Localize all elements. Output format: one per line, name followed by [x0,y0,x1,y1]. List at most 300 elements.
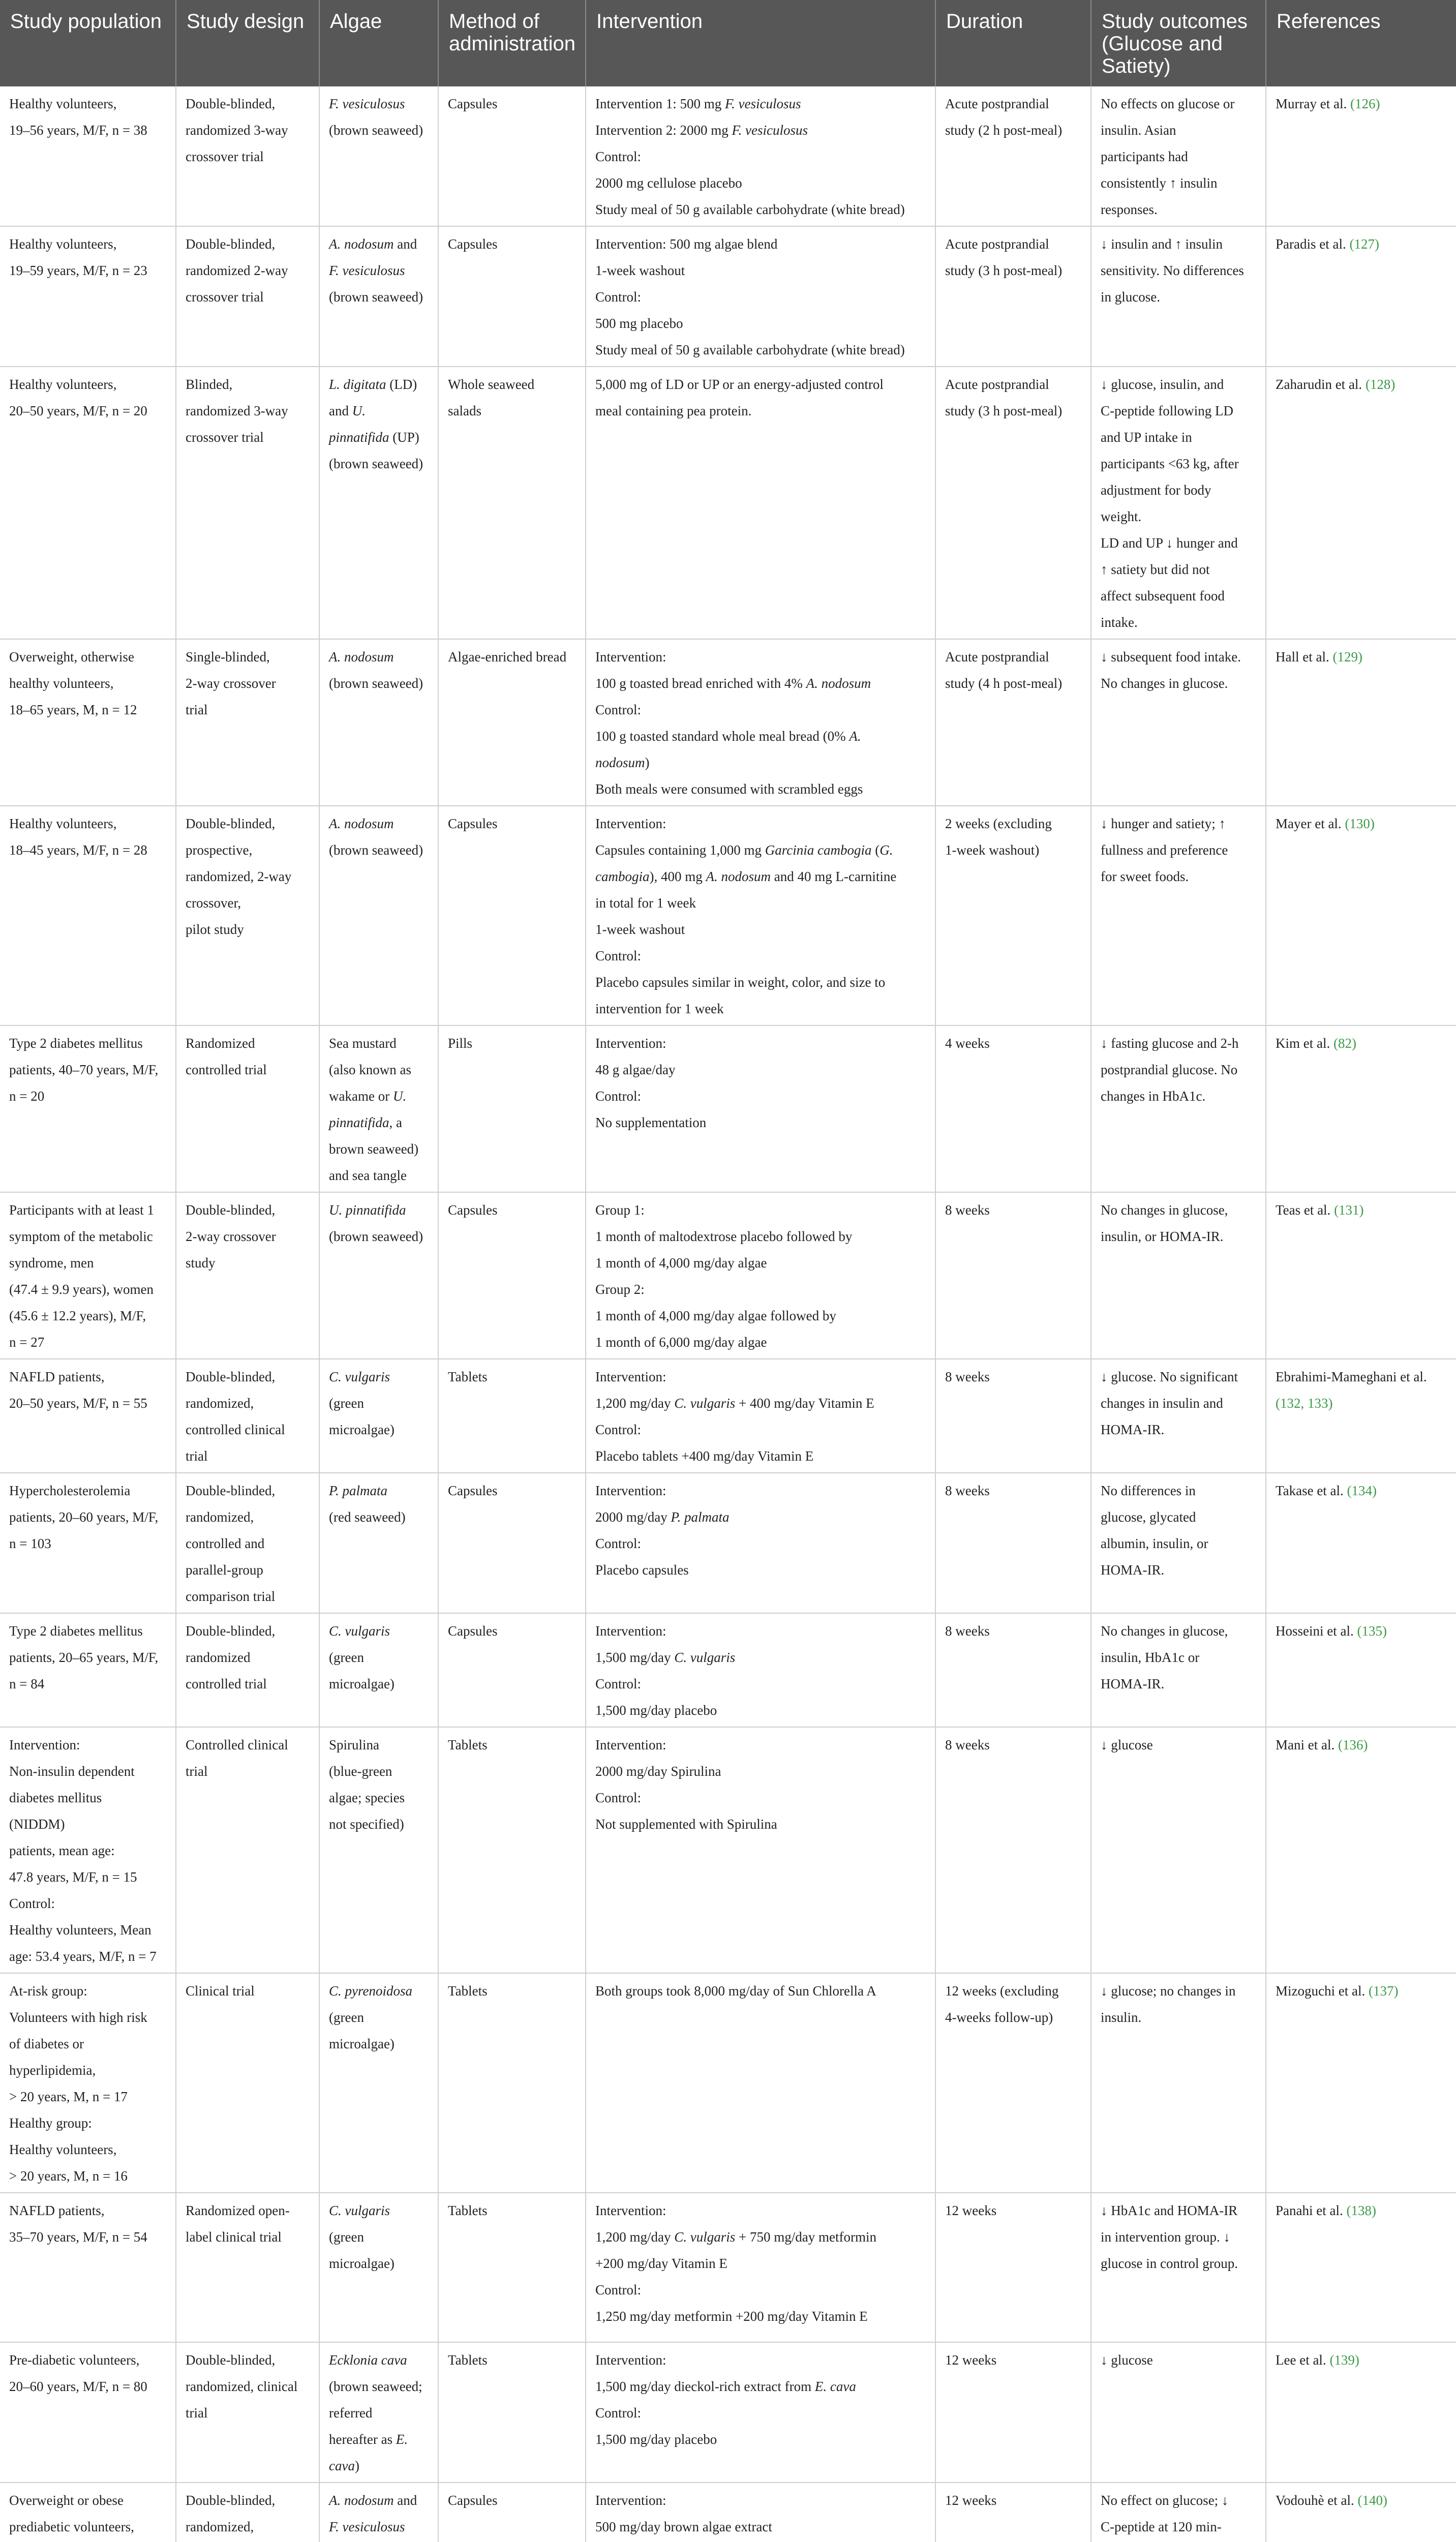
reference-link[interactable]: (130) [1345,816,1375,831]
cell-line: 4 weeks [945,1036,990,1051]
header-study-population: Study population [0,0,176,86]
cell-line: Double-blinded, [186,1623,276,1639]
cell-line: albumin, insulin, or [1101,1536,1208,1551]
cell-line: Double-blinded, [186,1202,276,1218]
cell-line: Acute postprandial [945,377,1049,392]
cell-design [176,86,319,226]
cell-line: 1 month of 6,000 mg/day algae [595,1335,767,1350]
reference-author: Paradis et al. [1276,236,1350,252]
reference-author: Vodouhè et al. [1276,2493,1358,2508]
cell-duration [935,86,1091,226]
cell-line: insulin. Asian [1101,123,1176,138]
cell-line: Double-blinded, [186,816,276,831]
header-duration: Duration [935,0,1091,86]
cell-line: hyperlipidemia, [9,2063,96,2078]
cell-outcomes [1091,226,1266,367]
reference-link[interactable]: (131) [1334,1202,1364,1218]
reference-author: Lee et al. [1276,2352,1330,2368]
cell-line: and U. [329,403,366,418]
cell-line: not specified) [329,1817,404,1832]
cell-line: 12 weeks [945,2203,997,2218]
cell-line [186,2540,310,2542]
cell-outcomes [1091,2193,1266,2342]
table-row [0,2483,1456,2542]
cell-design [176,1025,319,1192]
cell-population [0,226,176,367]
cell-line: microalgae) [329,2256,395,2271]
cell-intervention [586,1473,935,1613]
table-row [0,86,1456,226]
cell-line: Placebo capsules similar in weight, color, and size to [595,975,886,990]
cell-reference [1266,2483,1456,2542]
cell-line: Tablets [448,1737,488,1752]
table-row [0,367,1456,639]
cell-line: +200 mg/day Vitamin E [595,2256,727,2271]
cell-method [438,367,586,639]
cell-line: ↓ glucose [1101,2352,1153,2368]
cell-line: Tablets [448,2203,488,2218]
cell-line: Double-blinded, [186,2352,276,2368]
cell-duration [935,1359,1091,1473]
cell-line: 2-way crossover [186,676,276,691]
cell-outcomes [1091,1192,1266,1359]
table-row [0,1025,1456,1192]
table-body [0,86,1456,2542]
cell-line: Capsules [448,96,498,111]
cell-line: 8 weeks [945,1369,990,1384]
cell-line: Group 1: [595,1202,645,1218]
cell-line: 1 month of 4,000 mg/day algae followed by [595,1308,836,1323]
cell-line: pinnatifida (UP) [329,430,419,445]
cell-line: Study meal of 50 g available carbohydrate (white bread) [595,202,905,217]
cell-line: sensitivity. No differences [1101,263,1244,278]
cell-line: 48 g algae/day [595,1062,676,1077]
cell-population [0,1727,176,1973]
cell-duration [935,806,1091,1025]
reference-author: Mizoguchi et al. [1276,1983,1369,1999]
reference-author: Teas et al. [1276,1202,1334,1218]
cell-line: patients, 40–70 years, M/F, [9,1062,159,1077]
cell-reference [1266,806,1456,1025]
cell-line: 19–59 years, M/F, n = 23 [9,263,147,278]
cell-line: No supplementation [595,1115,707,1130]
reference-link[interactable]: (128) [1365,377,1396,392]
cell-reference [1266,639,1456,806]
cell-outcomes [1091,806,1266,1025]
cell-line: Healthy group: [9,2115,92,2131]
cell-line: and UP intake in [1101,430,1192,445]
cell-line: fullness and preference [1101,842,1228,858]
cell-outcomes [1091,367,1266,639]
cell-line: randomized, [186,2519,254,2534]
table-row [0,226,1456,367]
cell-line: diabetes mellitus [9,1790,102,1805]
header-references: References [1266,0,1456,86]
cell-line: healthy volunteers, [9,676,114,691]
cell-line: patients, 20–60 years, M/F, [9,1509,159,1525]
cell-population [0,2342,176,2483]
cell-line: 1,500 mg/day placebo [595,2432,717,2447]
cell-line: changes in HbA1c. [1101,1088,1206,1104]
reference-link[interactable]: (127) [1349,236,1379,252]
cell-line: 2 weeks (excluding [945,816,1052,831]
table-row [0,1192,1456,1359]
reference-author: Mani et al. [1276,1737,1338,1752]
cell-line: Control: [595,948,642,963]
cell-line: Intervention: 500 mg algae blend [595,236,778,252]
cell-reference [1266,2342,1456,2483]
reference-link[interactable]: (140) [1357,2493,1387,2508]
cell-line: intake. [1101,615,1138,630]
cell-line: Healthy volunteers, [9,96,117,111]
cell-line: Healthy volunteers, [9,816,117,831]
cell-outcomes [1091,1473,1266,1613]
cell-line: (NIDDM) [9,1817,65,1832]
cell-line: nodosum) [595,755,650,770]
cell-algae [319,2483,438,2542]
cell-intervention [586,86,935,226]
reference-author: Kim et al. [1276,1036,1333,1051]
cell-line: (green [329,1396,364,1411]
cell-line: C-peptide at 120 min- [1101,2519,1222,2534]
cell-population [0,806,176,1025]
cell-line: referred [329,2405,373,2420]
cell-outcomes [1091,2483,1266,2542]
header-method: Method of administration [438,0,586,86]
cell-reference [1266,86,1456,226]
cell-reference [1266,1025,1456,1192]
cell-line: (brown seaweed) [329,123,423,138]
header-intervention: Intervention [586,0,935,86]
cell-population [0,2483,176,2542]
cell-line: C. pyrenoidosa [329,1983,412,1999]
reference-link[interactable]: (137) [1368,1983,1399,1999]
cell-line: in intervention group. ↓ [1101,2229,1230,2245]
cell-line: 8 weeks [945,1623,990,1639]
cell-intervention [586,226,935,367]
cell-line: Control: [595,1536,642,1551]
cell-method [438,1973,586,2193]
cell-intervention [586,367,935,639]
cell-line: Intervention: [595,2203,666,2218]
cell-outcomes [1091,1613,1266,1727]
cell-line: pinnatifida, a [329,1115,402,1130]
cell-line: n = 103 [9,1536,51,1551]
reference-link[interactable]: (132, 133) [1276,1396,1333,1411]
cell-design [176,226,319,367]
cell-line: NAFLD patients, [9,2203,105,2218]
cell-duration [935,639,1091,806]
cell-line: ↓ glucose [1101,1737,1153,1752]
reference-author: Hosseini et al. [1276,1623,1357,1639]
cell-method [438,639,586,806]
cell-line: glucose in control group. [1101,2256,1238,2271]
cell-line: A. nodosum [329,649,394,664]
cell-line: Pills [448,1036,473,1051]
cell-duration [935,367,1091,639]
cell-line [329,2540,429,2542]
cell-line: Control: [595,1422,642,1437]
cell-reference [1266,1613,1456,1727]
cell-line: Intervention: [595,816,666,831]
cell-algae [319,86,438,226]
cell-line: intervention for 1 week [595,1001,724,1016]
cell-line: ↓ subsequent food intake. [1101,649,1241,664]
reference-link[interactable]: (82) [1333,1036,1356,1051]
cell-line: insulin, HbA1c or [1101,1650,1200,1665]
cell-duration [935,1973,1091,2193]
cell-line: comparison trial [186,1589,276,1604]
cell-design [176,1613,319,1727]
cell-line: 20–50 years, M/F, n = 20 [9,403,147,418]
cell-line: L. digitata (LD) [329,377,417,392]
reference-link[interactable]: (138) [1346,2203,1376,2218]
cell-line: 20–60 years, M/F, n = 80 [9,2379,147,2394]
cell-intervention [586,1973,935,2193]
cell-line: 2000 mg cellulose placebo [595,175,742,191]
cell-line: Placebo tablets +400 mg/day Vitamin E [595,1448,814,1464]
cell-line: Capsules [448,1483,498,1498]
cell-line: (47.4 ± 9.9 years), women [9,1282,154,1297]
cell-line: HOMA-IR. [1101,1676,1165,1691]
cell-intervention [586,2483,935,2542]
reference-author: Ebrahimi-Mameghani et al. [1276,1369,1427,1384]
cell-line: randomized, [186,1396,254,1411]
cell-line: Ecklonia cava [329,2352,407,2368]
cell-line: ↑ satiety but did not [1101,562,1210,577]
cell-line: Control: [595,289,642,305]
cell-line: No effects on glucose or [1101,96,1235,111]
cell-line: study (2 h post-meal) [945,123,1063,138]
cell-line: Non-insulin dependent [9,1764,135,1779]
cell-method [438,1727,586,1973]
cell-outcomes [1091,2342,1266,2483]
cell-line: > 20 years, M, n = 16 [9,2168,128,2184]
cell-line: Pre-diabetic volunteers, [9,2352,140,2368]
cell-line: Single-blinded, [186,649,270,664]
cell-line: trial [186,702,208,717]
cell-line: 1,200 mg/day C. vulgaris + 750 mg/day metformin [595,2229,876,2245]
reference-link[interactable]: (126) [1350,96,1380,111]
cell-line: 1 month of 4,000 mg/day algae [595,1255,767,1270]
cell-line: patients, 20–65 years, M/F, [9,1650,159,1665]
cell-line: Group 2: [595,1282,645,1297]
cell-line: Capsules [448,236,498,252]
cell-line: Intervention: [595,1737,666,1752]
cell-duration [935,1473,1091,1613]
cell-algae [319,639,438,806]
cell-line: Whole seaweed [448,377,535,392]
cell-line: (brown seaweed) [329,842,423,858]
cell-design [176,2342,319,2483]
cell-line: Double-blinded, [186,2493,276,2508]
cell-intervention [586,1025,935,1192]
cell-method [438,226,586,367]
cell-line: n = 20 [9,1088,45,1104]
cell-line: Not supplemented with Spirulina [595,1817,777,1832]
cell-line: Healthy volunteers, Mean [9,1922,151,1938]
cell-line: F. vesiculosus [329,96,405,111]
cell-line: No effect on glucose; ↓ [1101,2493,1229,2508]
cell-line: Clinical trial [186,1983,255,1999]
reference-link[interactable]: (139) [1329,2352,1359,2368]
cell-line: Volunteers with high risk [9,2010,147,2025]
cell-line: crossover trial [186,149,264,164]
cell-line: No changes in glucose, [1101,1623,1228,1639]
cell-line: Controlled clinical [186,1737,288,1752]
cell-line: study [186,1255,216,1270]
cell-line: Double-blinded, [186,236,276,252]
cell-line: Control: [595,702,642,717]
cell-line: 1,250 mg/day metformin +200 mg/day Vitamin E [595,2309,868,2324]
cell-line: cambogia), 400 mg A. nodosum and 40 mg L-carnitine [595,869,897,884]
cell-method [438,1613,586,1727]
cell-line: randomized, [186,1509,254,1525]
cell-line: ↓ hunger and satiety; ↑ [1101,816,1226,831]
cell-intervention [586,806,935,1025]
cell-line: Both meals were consumed with scrambled eggs [595,781,863,797]
cell-line: C. vulgaris [329,1623,390,1639]
cell-line: HOMA-IR. [1101,1562,1165,1578]
cell-line: (brown seaweed) [329,676,423,691]
cell-line [9,2540,166,2542]
cell-line: cava) [329,2458,359,2473]
cell-algae [319,2193,438,2342]
cell-line: 5,000 mg of LD or UP or an energy-adjusted control [595,377,884,392]
cell-method [438,2193,586,2342]
cell-line: Randomized open- [186,2203,290,2218]
cell-outcomes [1091,1727,1266,1973]
cell-line: Intervention 1: 500 mg F. vesiculosus [595,96,801,111]
cell-line: Randomized [186,1036,255,1051]
cell-line: 2000 mg/day P. palmata [595,1509,730,1525]
cell-outcomes [1091,86,1266,226]
cell-method [438,2342,586,2483]
table-header-row [0,0,1456,86]
cell-line: 12 weeks (excluding [945,1983,1059,1999]
cell-line: Healthy volunteers, [9,2142,117,2157]
header-study-design: Study design [176,0,319,86]
cell-line: 1,500 mg/day dieckol-rich extract from E. cava [595,2379,856,2394]
cell-line: controlled trial [186,1676,267,1691]
cell-line: Sea mustard [329,1036,397,1051]
cell-line: Capsules [448,1623,498,1639]
cell-intervention [586,1727,935,1973]
cell-design [176,1727,319,1973]
cell-line: Type 2 diabetes mellitus [9,1623,143,1639]
cell-population [0,1025,176,1192]
cell-duration [935,2483,1091,2542]
cell-line: algae; species [329,1790,405,1805]
cell-line: ↓ glucose; no changes in [1101,1983,1236,1999]
cell-line: trial [186,2405,208,2420]
cell-line: adjustment for body [1101,482,1211,498]
cell-line: (brown seaweed; [329,2379,422,2394]
cell-duration [935,2342,1091,2483]
cell-line: pilot study [186,922,244,937]
cell-line: trial [186,1764,208,1779]
cell-line: glucose, glycated [1101,1509,1196,1525]
cell-line: 1,200 mg/day C. vulgaris + 400 mg/day Vitamin E [595,1396,874,1411]
cell-line: Acute postprandial [945,649,1049,664]
cell-line: (brown seaweed) [329,456,423,471]
cell-duration [935,1613,1091,1727]
cell-line: C. vulgaris [329,1369,390,1384]
reference-link[interactable]: (129) [1332,649,1362,664]
cell-intervention [586,1192,935,1359]
cell-line: ↓ fasting glucose and 2-h [1101,1036,1239,1051]
cell-method [438,1473,586,1613]
reference-author: Zaharudin et al. [1276,377,1366,392]
reference-link[interactable]: (135) [1357,1623,1387,1639]
cell-design [176,367,319,639]
cell-line: No changes in glucose. [1101,676,1228,691]
cell-design [176,806,319,1025]
cell-line: (brown seaweed) [329,1229,423,1244]
cell-line: Tablets [448,2352,488,2368]
cell-reference [1266,226,1456,367]
cell-line: Healthy volunteers, [9,377,117,392]
cell-line: brown seaweed) [329,1141,419,1157]
cell-line: 12 weeks [945,2493,997,2508]
cell-line: Double-blinded, [186,1483,276,1498]
cell-line: for sweet foods. [1101,869,1189,884]
cell-design [176,1473,319,1613]
cell-line: (also known as [329,1062,411,1077]
cell-line: U. pinnatifida [329,1202,406,1218]
cell-line: Intervention: [595,2493,666,2508]
cell-method [438,1359,586,1473]
cell-duration [935,1192,1091,1359]
cell-method [438,1192,586,1359]
cell-line: NAFLD patients, [9,1369,105,1384]
cell-population [0,1192,176,1359]
cell-line: Tablets [448,1369,488,1384]
cell-line: prediabetic volunteers, [9,2519,134,2534]
cell-line: 2000 mg/day Spirulina [595,1764,721,1779]
cell-line: study (4 h post-meal) [945,676,1063,691]
cell-design [176,1192,319,1359]
cell-method [438,86,586,226]
cell-line: A. nodosum [329,816,394,831]
cell-line: microalgae) [329,1676,395,1691]
cell-intervention [586,2193,935,2342]
cell-algae [319,1473,438,1613]
table-row [0,1613,1456,1727]
cell-line: (45.6 ± 12.2 years), M/F, [9,1308,146,1323]
cell-line: Overweight, otherwise [9,649,134,664]
cell-line: Capsules [448,1202,498,1218]
cell-outcomes [1091,1973,1266,2193]
cell-design [176,2193,319,2342]
cell-reference [1266,1473,1456,1613]
cell-line: Double-blinded, [186,96,276,111]
reference-link[interactable]: (136) [1338,1737,1368,1752]
cell-outcomes [1091,1025,1266,1192]
cell-line: randomized 3-way [186,123,288,138]
reference-link[interactable]: (134) [1347,1483,1377,1498]
cell-algae [319,1973,438,2193]
cell-line: Intervention 2: 2000 mg F. vesiculosus [595,123,808,138]
cell-line: in total for 1 week [595,895,696,911]
cell-line: and sea tangle [329,1168,407,1183]
reference-author: Hall et al. [1276,649,1333,664]
reference-author: Takase et al. [1276,1483,1347,1498]
header-outcomes: Study outcomes (Glucose and Satiety) [1091,0,1266,86]
cell-line: patients, mean age: [9,1843,115,1858]
cell-line: Control: [595,149,642,164]
table-row [0,806,1456,1025]
